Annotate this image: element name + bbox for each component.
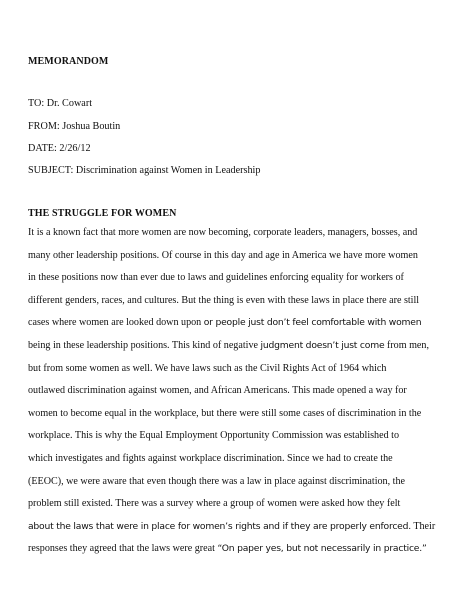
body-line: (EEOC), we were aware that even though there was a law in place against discrimination, the bbox=[28, 475, 405, 487]
body-line: which investigates and fights against workplace discrimination. Since we had to create the bbox=[28, 452, 393, 464]
section-heading: THE STRUGGLE FOR WOMEN bbox=[28, 208, 177, 219]
body-text-segment: from men, bbox=[384, 339, 429, 351]
body-text-segment: responses they agreed that the laws were great bbox=[28, 543, 218, 555]
memo-subject: SUBJECT: Discrimination against Women in Leadership bbox=[28, 165, 261, 176]
memo-title: MEMORANDOM bbox=[28, 56, 109, 67]
body-line: many other leadership positions. Of course in this day and age in America we have more women bbox=[28, 249, 418, 261]
memo-to: TO: Dr. Cowart bbox=[28, 98, 93, 109]
body-line: It is a known fact that more women are now becoming, corporate leaders, managers, bosses, and bbox=[28, 227, 418, 238]
body-text-segment-alt-font: “On paper yes, but not necessarily in practice.” bbox=[217, 543, 427, 555]
body-text-segment: being in these leadership positions. This kind of negative bbox=[28, 339, 261, 351]
body-paragraph bbox=[28, 222, 448, 561]
body-line bbox=[28, 312, 448, 335]
body-line bbox=[28, 538, 448, 561]
body-text-segment-alt-font: about the laws that were in place for women’s rights and if they are properly enforced. bbox=[28, 520, 411, 532]
body-line: workplace. This is why the Equal Employment Opportunity Commission was established to bbox=[28, 430, 399, 442]
body-line: outlawed discrimination against women, and African Americans. This made opened a way for bbox=[28, 385, 407, 397]
body-line: in these positions now than ever due to laws and guidelines enforcing equality for workers of bbox=[28, 272, 404, 284]
memo-from: FROM: Joshua Boutin bbox=[28, 121, 121, 132]
memo-date: DATE: 2/26/12 bbox=[28, 143, 91, 154]
body-text-segment-alt-font: or people just don’t feel comfortable with women bbox=[203, 317, 422, 329]
body-line: but from some women as well. We have laws such as the Civil Rights Act of 1964 which bbox=[28, 362, 387, 374]
body-text-segment-alt-font: judgment doesn’t just come bbox=[260, 339, 385, 351]
body-text-segment: Their bbox=[410, 520, 436, 532]
body-line: problem still existed. There was a survey where a group of women were asked how they felt bbox=[28, 498, 401, 510]
body-text-segment: cases where women are looked down upon bbox=[28, 317, 204, 329]
body-line: women to become equal in the workplace, but there were still some cases of discrimination in the bbox=[28, 407, 422, 419]
body-line bbox=[28, 516, 448, 539]
body-line: different genders, races, and cultures. But the thing is even with these laws in place there are still bbox=[28, 294, 420, 306]
body-line bbox=[28, 335, 448, 358]
